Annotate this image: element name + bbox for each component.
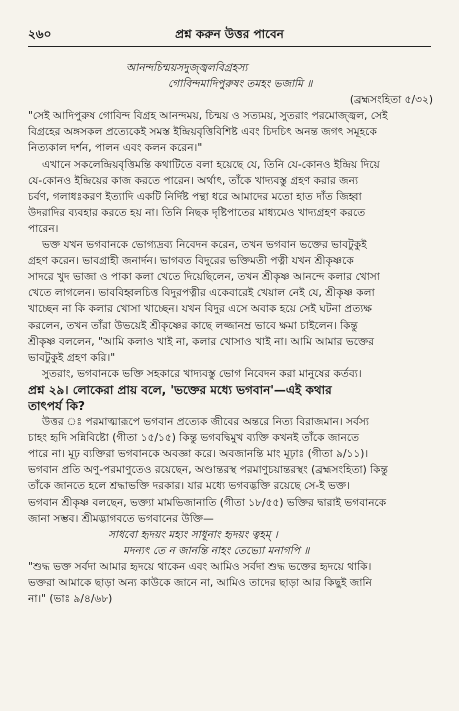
text-line: পারে না। মূঢ় ব্যক্তিরা ভগবানকে অবজ্ঞা করে। অবজানন্তি মাং মূঢ়াঃ (গীতা ৯/১১)। bbox=[28, 448, 369, 461]
text-line: করলেন, তখন তাঁরা উভয়েই শ্রীকৃষ্ণের কাছে লজ্জানম্র ভাবে ক্ষমা চাইলেন। কিন্তু bbox=[28, 319, 358, 332]
text-line: সুতরাং, ভগবানকে ভক্তি সহকারে খাদ্যবস্তু ভোগ নিবেদন করা মানুষের কর্তব্য। bbox=[42, 367, 362, 380]
text-line: এখানে সকলেন্দ্রিয়বৃত্তিমন্তি কথাটিতে বলা হয়েছে যে, তিনি যে-কোনও ইন্দ্রিয় দিয়ে bbox=[42, 158, 380, 171]
text-line: ভাবটুকুই গ্রহণ করি।" bbox=[28, 351, 116, 364]
text-line: গোবিন্দমাদিপুরুষং তমহং ভজামি ॥ bbox=[168, 78, 313, 91]
text-line: তাৎপর্য কি? bbox=[28, 398, 85, 413]
text-line: "শুদ্ধ ভক্ত সর্বদা আমার হৃদয়ে থাকেন এবং আমিও সর্বদা শুদ্ধ ভক্তের হৃদয়ে থাকি। bbox=[28, 560, 372, 573]
text-line: বিগ্রহের অঙ্গসকল প্রত্যেকেই সমস্ত ইন্দ্রিয়বৃত্তিবিশিষ্ট এবং চিদচিৎ অনন্ত জগৎ সমূহকে bbox=[28, 126, 377, 139]
text-line: মদন্যৎ তে ন জানন্তি নাহং তেভ্যো মনাগপি ॥ bbox=[123, 544, 310, 557]
page-body bbox=[28, 60, 433, 607]
text-line: শ্রীকৃষ্ণ বললেন, "আমি কলাও খাই না, কলার খোসাও খাই না। আমি আমার ভক্তের bbox=[28, 335, 375, 348]
text-line: নিত্যকাল দর্শন, পালন এবং কলন করেন।" bbox=[28, 142, 203, 155]
text-line: ভক্তরা আমাকে ছাড়া অন্য কাউকে জানে না, আমিও তাদের ছাড়া আর কিছুই জানি bbox=[28, 577, 372, 589]
text-line: উদরাদির ব্যবহার করতে হয় না। তিনি নিছক দৃষ্টিপাতের মাধ্যমেও খাদ্যগ্রহণ করতে bbox=[28, 206, 366, 219]
text-line: ভগবান শ্রীকৃষ্ণ বলছেন, ভক্ত্যা মামভিজানাতি (গীতা ১৮/৫৫) ভক্তির দ্বারাই ভগবানকে bbox=[28, 496, 387, 509]
text-line: খেতে লাগলেন। ভাববিহ্বলচিত্ত বিদুরপত্নীর একেবারেই খেয়াল নেই যে, শ্রীকৃষ্ণ কলা bbox=[28, 287, 375, 300]
text-line: পারেন। bbox=[28, 222, 59, 235]
text-line: প্রশ্ন ২৯। লোকেরা প্রায় বলে, 'ভক্তের মধ্যে ভগবান'—এই কথার bbox=[28, 382, 332, 397]
text-line: সাদরে খুদ ভাজা ও পাকা কলা খেতে দিয়েছিলেন, তখন শ্রীকৃষ্ণ আনন্দে কলার খোসা bbox=[28, 271, 380, 284]
running-title: প্রশ্ন করুন উত্তর পাবেন bbox=[175, 27, 284, 41]
text-line: গ্রহণ করেন। ভাবগ্রাহী জনার্দন। ভাগবত বিদুরের ভক্তিমতী পত্নী যখন শ্রীকৃষ্ণকে bbox=[28, 255, 354, 268]
text-line: সাধবো হৃদয়ং মহ্যং সাধূনাং হৃদয়ং ত্বহম্ । bbox=[108, 528, 278, 541]
text-line: খাচ্ছেন না কি কলার খোসা খাচ্ছেন। যখন বিদুর এসে অবাক হয়ে সেই ঘটনা প্রত্যক্ষ bbox=[28, 303, 372, 316]
page-number: ২৬০ bbox=[28, 27, 52, 41]
text-line: ভক্ত যখন ভগবানকে ভোগ্যদ্রব্য নিবেদন করেন, তখন ভগবান ভক্তের ভাবটুকুই bbox=[42, 239, 367, 252]
page-header bbox=[28, 26, 431, 42]
text-line: চর্বণ, গলাধঃকরণ ইত্যাদি একটি নির্দিষ্ট পন্থা ধরে আমাদের মতো হাত দাঁত জিহ্বা bbox=[28, 190, 362, 203]
text-line: যে-কোনও ইন্দ্রিয়ের কাজ করতে পারেন। অর্থাৎ, তাঁকে খাদ্যবস্তু গ্রহণ করার জন্য bbox=[28, 174, 359, 187]
text-line: জানা সম্ভব। শ্রীমদ্ভাগবতে ভগবানের উক্তি— bbox=[28, 512, 214, 525]
text-line: "সেই আদিপুরুষ গোবিন্দ বিগ্রহ আনন্দময়, চিন্ময় ও সত্যময়, সুতরাং পরমোজ্জ্বল, সেই bbox=[28, 110, 388, 123]
text-line: তাঁকে জানতে হলে শ্রদ্ধাভক্তি দরকার। যার মধ্যে ভগবদ্ভক্তি রয়েছে সে-ই ভক্ত। bbox=[28, 480, 351, 493]
text-line: ভগবান প্রতি অণু-পরমাণুতেও রয়েছেন, অণ্ডান্তরস্থ পরমাণুচয়ান্তরস্থং (ব্রহ্মসংহিতা) কিন্তু bbox=[28, 464, 388, 477]
header-rule bbox=[28, 46, 431, 47]
text-line: চাহং হৃদি সন্নিবিষ্টো (গীতা ১৫/১৫) কিন্তু ভগবদ্বিমুখ ব্যক্তি কখনই তাঁকে জানতে bbox=[28, 432, 360, 445]
text-line: (ব্রহ্মসংহিতা ৫/৩২) bbox=[349, 94, 433, 107]
text-line: উত্তর ঃ পরমাত্মারূপে ভগবান প্রত্যেক জীবের অন্তরে নিত্য বিরাজমান। সর্বস্য bbox=[42, 416, 369, 429]
text-line: না।" (ভাঃ ৯/৪/৬৮) bbox=[28, 593, 113, 606]
text-line: আনন্দচিন্ময়সদুজ্জ্বলবিগ্রহস্য bbox=[126, 62, 248, 74]
